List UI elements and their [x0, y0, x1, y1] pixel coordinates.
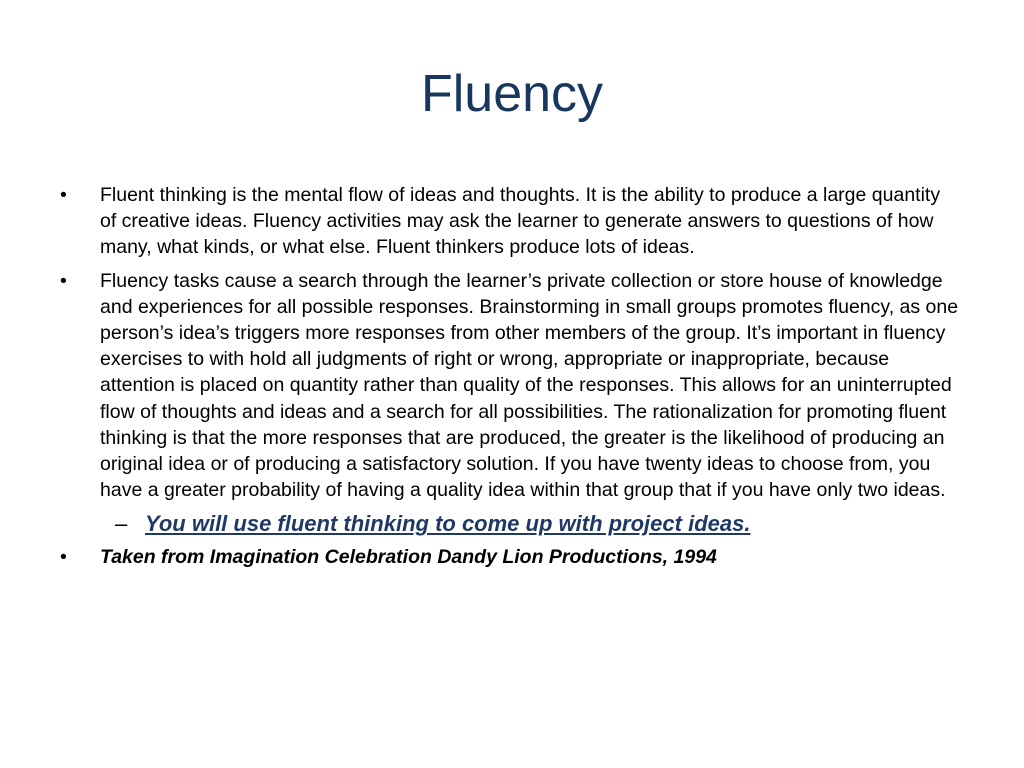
- slide-body: [60, 182, 960, 578]
- bullet-text: Fluent thinking is the mental flow of ideas and thoughts. It is the ability to produce a large quantity of creative ideas. Fluency activities may ask the learner to generate answers to questions of how many, what kinds, or what else. Fluent thinkers produce lots of ideas.: [100, 184, 941, 259]
- sub-bullet-item: [60, 510, 960, 538]
- bullet-marker: •: [60, 184, 67, 206]
- bullet-text: Fluency tasks cause a search through the learner’s private collection or store house of knowledge and experiences for all possible responses. Brainstorming in small groups promotes fluency, as one person’s idea’s triggers more responses from other members of the group. It’s important in fluency exercises to with hold all judgments of right or wrong, appropriate or inappropriate, because attention is placed on quantity rather than quality of the responses. This allows for an uninterrupted flow of thoughts and ideas and a search for all possibilities. The rationalization for promoting fluent thinking is that the more responses that are produced, the greater is the likelihood of producing an original idea or of producing a satisfactory solution. If you have twenty ideas to choose from, you have a greater probability of having a quality idea within that group that if you have only two ideas.: [100, 269, 959, 502]
- bullet-marker: •: [60, 269, 67, 292]
- bullet-item-fluent-thinking: [60, 182, 960, 261]
- slide-title: Fluency: [420, 65, 604, 123]
- bullet-marker: •: [60, 546, 67, 569]
- project-ideas-link[interactable]: You will use fluent thinking to come up with project ideas.: [145, 511, 751, 537]
- bullet-item-fluency-tasks: [60, 268, 960, 504]
- bullet-item-citation: [60, 544, 960, 570]
- sub-bullet-marker: –: [115, 511, 128, 537]
- citation-text: Taken from Imagination Celebration Dandy Lion Productions, 1994: [100, 546, 717, 569]
